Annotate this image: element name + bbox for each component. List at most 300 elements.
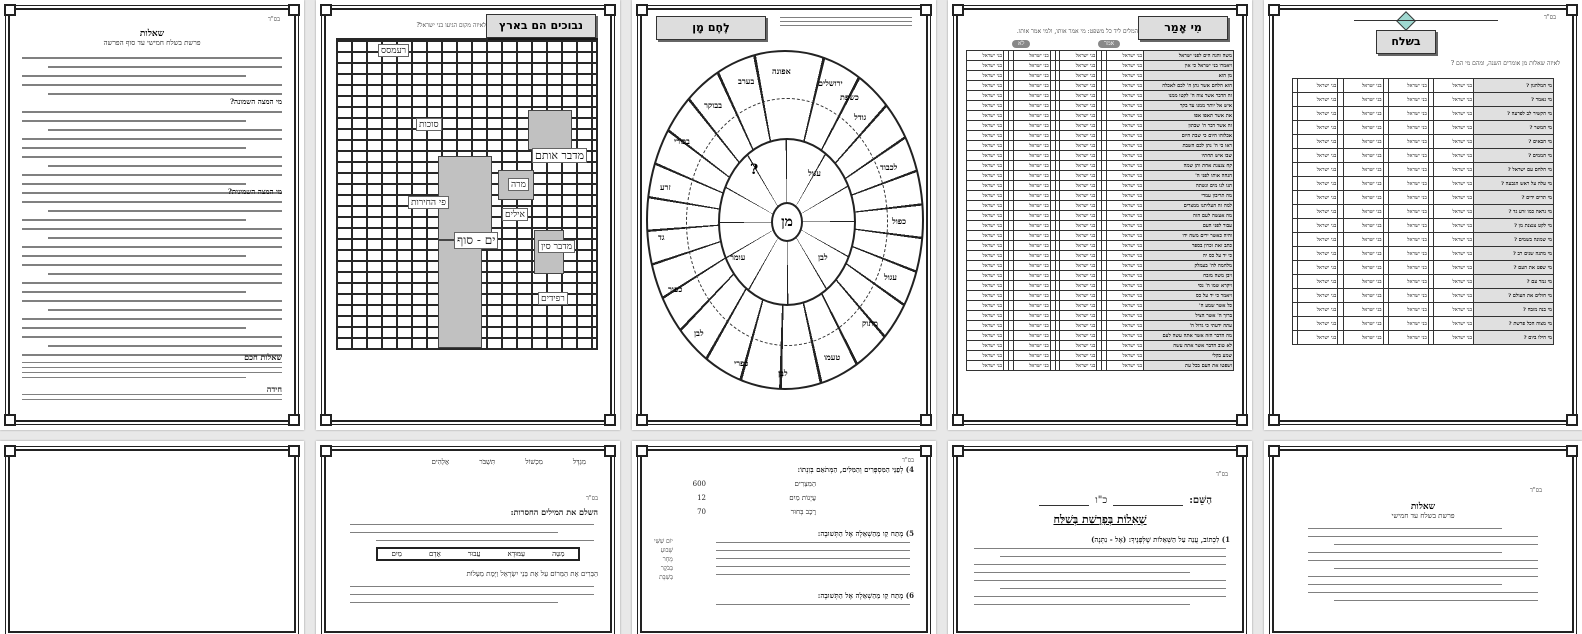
answer-cell[interactable] (1008, 191, 1013, 201)
answer-cell[interactable] (1055, 361, 1060, 371)
answer-cell[interactable]: בני ישראל (1013, 221, 1050, 231)
answer-cell[interactable] (1338, 247, 1343, 261)
answer-cell[interactable]: בני ישראל (1343, 93, 1383, 107)
answer-cell[interactable] (1102, 91, 1107, 101)
answer-cell[interactable] (1003, 261, 1008, 271)
answer-cell[interactable]: בני ישראל (1298, 247, 1338, 261)
answer-cell[interactable]: בני ישראל (1298, 303, 1338, 317)
answer-cell[interactable] (1383, 191, 1388, 205)
answer-cell[interactable] (1003, 171, 1008, 181)
answer-cell[interactable]: בני ישראל (1434, 219, 1474, 233)
answer-cell[interactable]: בני ישראל (967, 341, 1004, 351)
answer-cell[interactable] (1055, 261, 1060, 271)
answer-cell[interactable] (1050, 101, 1055, 111)
answer-cell[interactable]: בני ישראל (1013, 271, 1050, 281)
answer-cell[interactable] (1428, 93, 1433, 107)
answer-cell[interactable] (1003, 241, 1008, 251)
answer-cell[interactable] (1428, 149, 1433, 163)
answer-cell[interactable] (1097, 51, 1102, 61)
answer-cell[interactable]: בני ישראל (1107, 111, 1144, 121)
answer-cell[interactable]: בני ישראל (1388, 135, 1428, 149)
answer-cell[interactable]: בני ישראל (1060, 111, 1097, 121)
answer-cell[interactable] (1008, 361, 1013, 371)
answer-cell[interactable] (1338, 205, 1343, 219)
answer-cell[interactable]: בני ישראל (1107, 231, 1144, 241)
answer-cell[interactable] (1102, 51, 1107, 61)
answer-cell[interactable] (1050, 351, 1055, 361)
answer-cell[interactable] (1050, 131, 1055, 141)
answer-cell[interactable] (1008, 151, 1013, 161)
answer-cell[interactable] (1008, 131, 1013, 141)
page-thumbnail-6[interactable] (0, 441, 304, 634)
answer-cell[interactable] (1102, 171, 1107, 181)
answer-cell[interactable]: בני ישראל (1434, 289, 1474, 303)
answer-cell[interactable] (1050, 151, 1055, 161)
answer-cell[interactable]: בני ישראל (1060, 311, 1097, 321)
answer-cell[interactable] (1383, 331, 1388, 345)
answer-cell[interactable]: בני ישראל (1107, 331, 1144, 341)
answer-cell[interactable] (1003, 211, 1008, 221)
answer-cell[interactable]: בני ישראל (967, 311, 1004, 321)
answer-cell[interactable] (1383, 289, 1388, 303)
answer-cell[interactable]: בני ישראל (1107, 121, 1144, 131)
answer-cell[interactable]: בני ישראל (1343, 247, 1383, 261)
answer-cell[interactable] (1050, 321, 1055, 331)
answer-cell[interactable]: בני ישראל (1060, 221, 1097, 231)
answer-cell[interactable]: בני ישראל (1434, 205, 1474, 219)
answer-cell[interactable] (1050, 331, 1055, 341)
answer-cell[interactable]: בני ישראל (1107, 91, 1144, 101)
answer-cell[interactable]: בני ישראל (1107, 281, 1144, 291)
answer-cell[interactable] (1003, 281, 1008, 291)
answer-cell[interactable]: בני ישראל (1107, 161, 1144, 171)
answer-cell[interactable] (1097, 261, 1102, 271)
answer-cell[interactable] (1003, 161, 1008, 171)
answer-cell[interactable] (1097, 131, 1102, 141)
answer-cell[interactable]: בני ישראל (1013, 111, 1050, 121)
answer-cell[interactable]: בני ישראל (1107, 131, 1144, 141)
answer-cell[interactable] (1003, 201, 1008, 211)
answer-cell[interactable] (1102, 221, 1107, 231)
answer-cell[interactable] (1097, 281, 1102, 291)
answer-cell[interactable] (1383, 177, 1388, 191)
answer-cell[interactable]: בני ישראל (1060, 71, 1097, 81)
answer-cell[interactable] (1102, 251, 1107, 261)
answer-cell[interactable]: בני ישראל (1343, 107, 1383, 121)
answer-cell[interactable]: בני ישראל (1434, 317, 1474, 331)
answer-cell[interactable]: בני ישראל (1060, 331, 1097, 341)
answer-cell[interactable] (1293, 135, 1298, 149)
answer-cell[interactable]: בני ישראל (1013, 251, 1050, 261)
answer-cell[interactable] (1003, 81, 1008, 91)
answer-cell[interactable]: בני ישראל (1434, 247, 1474, 261)
answer-cell[interactable] (1050, 71, 1055, 81)
answer-cell[interactable]: בני ישראל (1343, 121, 1383, 135)
answer-cell[interactable] (1050, 61, 1055, 71)
answer-cell[interactable]: בני ישראל (1013, 331, 1050, 341)
answer-cell[interactable]: בני ישראל (967, 291, 1004, 301)
answer-cell[interactable] (1050, 231, 1055, 241)
answer-cell[interactable]: בני ישראל (1060, 241, 1097, 251)
answer-cell[interactable]: בני ישראל (1298, 233, 1338, 247)
answer-cell[interactable] (1055, 271, 1060, 281)
answer-cell[interactable]: בני ישראל (967, 211, 1004, 221)
answer-cell[interactable]: בני ישראל (967, 261, 1004, 271)
answer-cell[interactable] (1008, 231, 1013, 241)
answer-cell[interactable]: בני ישראל (1060, 81, 1097, 91)
answer-cell[interactable] (1293, 275, 1298, 289)
answer-cell[interactable]: בני ישראל (1060, 171, 1097, 181)
answer-cell[interactable] (1055, 251, 1060, 261)
answer-cell[interactable]: בני ישראל (1107, 71, 1144, 81)
answer-cell[interactable] (1008, 271, 1013, 281)
answer-cell[interactable]: בני ישראל (1060, 141, 1097, 151)
answer-cell[interactable] (1055, 321, 1060, 331)
answer-cell[interactable] (1293, 93, 1298, 107)
answer-cell[interactable]: בני ישראל (1013, 81, 1050, 91)
answer-cell[interactable] (1338, 191, 1343, 205)
answer-cell[interactable]: בני ישראל (1107, 311, 1144, 321)
page-thumbnail-5[interactable] (1264, 0, 1582, 430)
answer-cell[interactable]: בני ישראל (1434, 79, 1474, 93)
answer-cell[interactable] (1383, 149, 1388, 163)
answer-cell[interactable] (1003, 311, 1008, 321)
answer-cell[interactable] (1102, 271, 1107, 281)
answer-cell[interactable] (1428, 233, 1433, 247)
answer-cell[interactable] (1293, 331, 1298, 345)
answer-cell[interactable] (1097, 351, 1102, 361)
answer-cell[interactable] (1338, 303, 1343, 317)
answer-cell[interactable] (1102, 261, 1107, 271)
answer-cell[interactable] (1050, 201, 1055, 211)
answer-cell[interactable] (1102, 321, 1107, 331)
answer-cell[interactable] (1003, 141, 1008, 151)
answer-cell[interactable] (1008, 331, 1013, 341)
answer-cell[interactable]: בני ישראל (1298, 191, 1338, 205)
answer-cell[interactable] (1338, 261, 1343, 275)
answer-cell[interactable] (1102, 61, 1107, 71)
answer-cell[interactable] (1008, 81, 1013, 91)
answer-cell[interactable]: בני ישראל (1060, 231, 1097, 241)
answer-cell[interactable]: בני ישראל (1343, 177, 1383, 191)
answer-cell[interactable]: בני ישראל (1107, 141, 1144, 151)
answer-cell[interactable]: בני ישראל (1298, 275, 1338, 289)
answer-cell[interactable] (1003, 251, 1008, 261)
answer-cell[interactable]: בני ישראל (1343, 205, 1383, 219)
answer-cell[interactable] (1097, 231, 1102, 241)
answer-cell[interactable] (1097, 101, 1102, 111)
answer-cell[interactable]: בני ישראל (967, 101, 1004, 111)
answer-cell[interactable]: בני ישראל (1388, 149, 1428, 163)
answer-cell[interactable] (1008, 341, 1013, 351)
answer-cell[interactable] (1055, 281, 1060, 291)
answer-cell[interactable]: בני ישראל (967, 271, 1004, 281)
answer-cell[interactable]: בני ישראל (1060, 51, 1097, 61)
answer-cell[interactable] (1097, 221, 1102, 231)
answer-cell[interactable]: בני ישראל (1013, 61, 1050, 71)
answer-cell[interactable] (1293, 219, 1298, 233)
answer-cell[interactable] (1055, 331, 1060, 341)
answer-cell[interactable] (1008, 301, 1013, 311)
answer-cell[interactable]: בני ישראל (1107, 351, 1144, 361)
answer-cell[interactable]: בני ישראל (1434, 233, 1474, 247)
answer-cell[interactable]: בני ישראל (967, 361, 1004, 371)
answer-cell[interactable]: בני ישראל (967, 231, 1004, 241)
answer-cell[interactable] (1050, 191, 1055, 201)
answer-cell[interactable] (1003, 231, 1008, 241)
answer-cell[interactable]: בני ישראל (967, 131, 1004, 141)
answer-cell[interactable]: בני ישראל (1060, 181, 1097, 191)
answer-cell[interactable] (1293, 205, 1298, 219)
answer-cell[interactable] (1055, 61, 1060, 71)
answer-cell[interactable] (1003, 151, 1008, 161)
answer-cell[interactable]: בני ישראל (1013, 51, 1050, 61)
answer-cell[interactable] (1102, 311, 1107, 321)
answer-cell[interactable] (1055, 141, 1060, 151)
answer-cell[interactable] (1338, 289, 1343, 303)
answer-cell[interactable]: בני ישראל (1298, 121, 1338, 135)
answer-cell[interactable]: בני ישראל (1107, 261, 1144, 271)
answer-cell[interactable] (1338, 135, 1343, 149)
answer-cell[interactable]: בני ישראל (967, 121, 1004, 131)
answer-cell[interactable] (1428, 317, 1433, 331)
answer-cell[interactable]: בני ישראל (967, 61, 1004, 71)
answer-cell[interactable] (1097, 361, 1102, 371)
answer-cell[interactable] (1102, 201, 1107, 211)
answer-cell[interactable]: בני ישראל (1013, 91, 1050, 101)
page-thumbnail-9[interactable] (948, 441, 1252, 634)
answer-cell[interactable]: בני ישראל (1013, 101, 1050, 111)
answer-cell[interactable] (1008, 211, 1013, 221)
answer-cell[interactable] (1008, 171, 1013, 181)
answer-cell[interactable]: בני ישראל (1060, 131, 1097, 141)
answer-cell[interactable] (1102, 151, 1107, 161)
answer-cell[interactable] (1428, 135, 1433, 149)
answer-cell[interactable] (1102, 131, 1107, 141)
answer-cell[interactable] (1102, 141, 1107, 151)
answer-cell[interactable] (1050, 161, 1055, 171)
answer-cell[interactable]: בני ישראל (967, 111, 1004, 121)
answer-cell[interactable] (1293, 121, 1298, 135)
answer-cell[interactable] (1050, 251, 1055, 261)
answer-cell[interactable]: בני ישראל (1434, 163, 1474, 177)
answer-cell[interactable] (1097, 211, 1102, 221)
answer-cell[interactable] (1050, 241, 1055, 251)
answer-cell[interactable] (1428, 191, 1433, 205)
answer-cell[interactable] (1338, 233, 1343, 247)
answer-cell[interactable]: בני ישראל (1060, 211, 1097, 221)
answer-cell[interactable] (1003, 321, 1008, 331)
answer-cell[interactable] (1008, 201, 1013, 211)
answer-cell[interactable]: בני ישראל (1060, 321, 1097, 331)
answer-cell[interactable] (1428, 107, 1433, 121)
answer-cell[interactable]: בני ישראל (1107, 101, 1144, 111)
answer-cell[interactable]: בני ישראל (1060, 281, 1097, 291)
answer-cell[interactable] (1293, 261, 1298, 275)
answer-cell[interactable] (1428, 303, 1433, 317)
answer-cell[interactable]: בני ישראל (967, 301, 1004, 311)
answer-cell[interactable]: בני ישראל (1013, 281, 1050, 291)
answer-cell[interactable] (1055, 311, 1060, 321)
answer-cell[interactable] (1097, 91, 1102, 101)
answer-cell[interactable] (1055, 161, 1060, 171)
answer-cell[interactable]: בני ישראל (1388, 317, 1428, 331)
answer-cell[interactable]: בני ישראל (1388, 219, 1428, 233)
answer-cell[interactable] (1097, 271, 1102, 281)
answer-cell[interactable] (1097, 291, 1102, 301)
answer-cell[interactable]: בני ישראל (1434, 331, 1474, 345)
answer-cell[interactable] (1055, 51, 1060, 61)
answer-cell[interactable] (1008, 71, 1013, 81)
answer-cell[interactable]: בני ישראל (1013, 231, 1050, 241)
answer-cell[interactable]: בני ישראל (1013, 351, 1050, 361)
answer-cell[interactable] (1383, 205, 1388, 219)
answer-cell[interactable] (1050, 81, 1055, 91)
answer-cell[interactable]: בני ישראל (1298, 331, 1338, 345)
answer-cell[interactable]: בני ישראל (1107, 181, 1144, 191)
answer-cell[interactable] (1293, 247, 1298, 261)
answer-cell[interactable] (1097, 311, 1102, 321)
answer-cell[interactable] (1102, 281, 1107, 291)
answer-cell[interactable]: בני ישראל (1107, 151, 1144, 161)
answer-cell[interactable]: בני ישראל (1060, 291, 1097, 301)
answer-cell[interactable] (1383, 135, 1388, 149)
answer-cell[interactable]: בני ישראל (967, 151, 1004, 161)
answer-cell[interactable] (1003, 111, 1008, 121)
answer-cell[interactable]: בני ישראל (967, 141, 1004, 151)
answer-cell[interactable]: בני ישראל (1298, 149, 1338, 163)
answer-cell[interactable] (1338, 121, 1343, 135)
answer-cell[interactable]: בני ישראל (1343, 303, 1383, 317)
answer-cell[interactable]: בני ישראל (1298, 79, 1338, 93)
answer-cell[interactable]: בני ישראל (1013, 181, 1050, 191)
answer-cell[interactable] (1428, 121, 1433, 135)
answer-cell[interactable]: בני ישראל (1107, 301, 1144, 311)
answer-cell[interactable] (1097, 341, 1102, 351)
answer-cell[interactable] (1338, 93, 1343, 107)
answer-cell[interactable]: בני ישראל (1388, 205, 1428, 219)
answer-cell[interactable] (1008, 101, 1013, 111)
page-thumbnail-1[interactable] (0, 0, 304, 430)
answer-cell[interactable] (1003, 61, 1008, 71)
answer-cell[interactable] (1383, 233, 1388, 247)
answer-cell[interactable]: בני ישראל (967, 251, 1004, 261)
answer-cell[interactable] (1097, 191, 1102, 201)
answer-cell[interactable] (1338, 177, 1343, 191)
answer-cell[interactable]: בני ישראל (1434, 149, 1474, 163)
answer-cell[interactable]: בני ישראל (1013, 131, 1050, 141)
name-field[interactable]: הַשֵּׁם: כ"ו (1039, 495, 1212, 506)
answer-cell[interactable]: בני ישראל (1107, 211, 1144, 221)
answer-cell[interactable] (1003, 71, 1008, 81)
answer-cell[interactable]: בני ישראל (1060, 341, 1097, 351)
answer-cell[interactable] (1097, 251, 1102, 261)
answer-cell[interactable]: בני ישראל (1107, 201, 1144, 211)
answer-cell[interactable] (1055, 81, 1060, 91)
answer-cell[interactable] (1293, 303, 1298, 317)
answer-cell[interactable]: בני ישראל (1013, 311, 1050, 321)
answer-cell[interactable] (1097, 61, 1102, 71)
answer-cell[interactable] (1050, 141, 1055, 151)
answer-cell[interactable] (1338, 79, 1343, 93)
answer-cell[interactable]: בני ישראל (1060, 261, 1097, 271)
answer-cell[interactable] (1055, 171, 1060, 181)
answer-cell[interactable]: בני ישראל (1343, 79, 1383, 93)
answer-cell[interactable] (1050, 111, 1055, 121)
answer-cell[interactable]: בני ישראל (1388, 233, 1428, 247)
answer-cell[interactable] (1008, 161, 1013, 171)
answer-cell[interactable]: בני ישראל (1013, 201, 1050, 211)
answer-cell[interactable]: בני ישראל (1298, 93, 1338, 107)
answer-cell[interactable] (1003, 341, 1008, 351)
answer-cell[interactable] (1050, 281, 1055, 291)
answer-cell[interactable] (1293, 289, 1298, 303)
answer-cell[interactable] (1008, 91, 1013, 101)
answer-cell[interactable] (1003, 361, 1008, 371)
answer-cell[interactable]: בני ישראל (967, 331, 1004, 341)
answer-cell[interactable] (1338, 163, 1343, 177)
answer-cell[interactable]: בני ישראל (1343, 191, 1383, 205)
answer-cell[interactable]: בני ישראל (967, 281, 1004, 291)
answer-cell[interactable]: בני ישראל (1013, 341, 1050, 351)
answer-cell[interactable]: בני ישראל (967, 51, 1004, 61)
answer-cell[interactable]: בני ישראל (1013, 121, 1050, 131)
answer-cell[interactable] (1102, 111, 1107, 121)
answer-cell[interactable]: בני ישראל (967, 351, 1004, 361)
answer-cell[interactable] (1102, 161, 1107, 171)
page-thumbnail-2[interactable] (316, 0, 620, 430)
answer-cell[interactable] (1383, 275, 1388, 289)
answer-cell[interactable] (1097, 201, 1102, 211)
answer-cell[interactable]: בני ישראל (1107, 191, 1144, 201)
answer-cell[interactable] (1383, 219, 1388, 233)
answer-cell[interactable] (1293, 177, 1298, 191)
answer-cell[interactable] (1097, 171, 1102, 181)
answer-cell[interactable] (1055, 91, 1060, 101)
answer-cell[interactable]: בני ישראל (1060, 151, 1097, 161)
answer-cell[interactable] (1050, 121, 1055, 131)
answer-cell[interactable] (1008, 51, 1013, 61)
answer-cell[interactable]: בני ישראל (1107, 271, 1144, 281)
answer-cell[interactable] (1102, 81, 1107, 91)
answer-cell[interactable] (1003, 351, 1008, 361)
answer-cell[interactable] (1008, 61, 1013, 71)
answer-cell[interactable] (1428, 163, 1433, 177)
answer-cell[interactable]: בני ישראל (1298, 219, 1338, 233)
answer-cell[interactable] (1003, 51, 1008, 61)
answer-cell[interactable] (1055, 201, 1060, 211)
answer-cell[interactable] (1097, 161, 1102, 171)
answer-cell[interactable]: בני ישראל (1388, 163, 1428, 177)
answer-cell[interactable] (1097, 241, 1102, 251)
answer-cell[interactable]: בני ישראל (967, 321, 1004, 331)
answer-cell[interactable]: בני ישראל (1060, 351, 1097, 361)
answer-cell[interactable]: בני ישראל (1343, 219, 1383, 233)
answer-cell[interactable] (1050, 341, 1055, 351)
answer-cell[interactable]: בני ישראל (1013, 261, 1050, 271)
answer-cell[interactable] (1338, 317, 1343, 331)
answer-cell[interactable] (1338, 149, 1343, 163)
answer-cell[interactable] (1008, 221, 1013, 231)
answer-cell[interactable] (1383, 303, 1388, 317)
answer-cell[interactable]: בני ישראל (1013, 241, 1050, 251)
answer-cell[interactable]: בני ישראל (1107, 61, 1144, 71)
answer-cell[interactable] (1102, 231, 1107, 241)
answer-cell[interactable]: בני ישראל (1298, 107, 1338, 121)
answer-cell[interactable] (1338, 331, 1343, 345)
answer-cell[interactable] (1003, 91, 1008, 101)
answer-cell[interactable]: בני ישראל (1060, 201, 1097, 211)
